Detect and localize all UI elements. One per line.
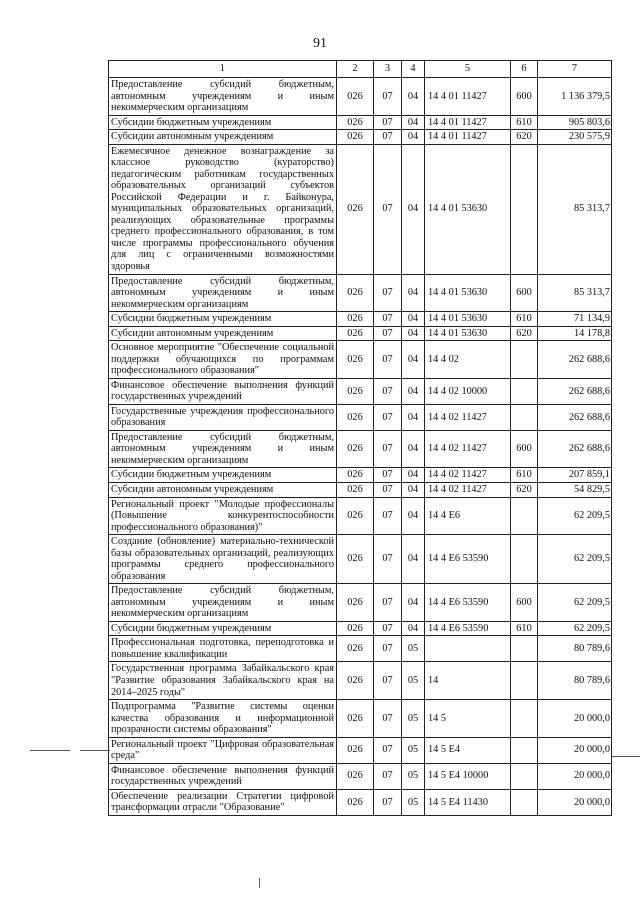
target-article-code-cell: 14 bbox=[425, 662, 511, 700]
section-code-cell: 07 bbox=[374, 430, 402, 468]
target-article-code-cell: 14 4 Е6 53590 bbox=[425, 584, 511, 622]
target-article-code-cell: 14 4 02 bbox=[425, 341, 511, 379]
column-header: 1 bbox=[109, 61, 337, 78]
column-header: 3 bbox=[374, 61, 402, 78]
table-row bbox=[109, 737, 612, 763]
row-name-cell: Создание (обновление) материально-технической базы образовательных организаций, реализующих программы среднего профессионального образования bbox=[109, 535, 337, 584]
amount-cell: 262 688,6 bbox=[538, 404, 612, 430]
subsection-code-cell: 04 bbox=[402, 621, 425, 636]
admin-code-cell: 026 bbox=[337, 130, 374, 145]
column-header: 7 bbox=[538, 61, 612, 78]
admin-code-cell: 026 bbox=[337, 115, 374, 130]
subsection-code-cell: 04 bbox=[402, 483, 425, 498]
amount-cell: 54 829,5 bbox=[538, 483, 612, 498]
section-code-cell: 07 bbox=[374, 78, 402, 116]
amount-cell: 62 209,5 bbox=[538, 621, 612, 636]
row-name-cell: Субсидии автономным учреждениям bbox=[109, 326, 337, 341]
scan-line bbox=[80, 750, 110, 751]
section-code-cell: 07 bbox=[374, 130, 402, 145]
expense-type-code-cell bbox=[511, 341, 538, 379]
scan-line bbox=[30, 750, 70, 751]
section-code-cell: 07 bbox=[374, 115, 402, 130]
amount-cell: 262 688,6 bbox=[538, 430, 612, 468]
expense-type-code-cell bbox=[511, 789, 538, 815]
target-article-code-cell: 14 5 Е4 11430 bbox=[425, 789, 511, 815]
subsection-code-cell: 04 bbox=[402, 341, 425, 379]
row-name-cell: Субсидии бюджетным учреждениям bbox=[109, 468, 337, 483]
section-code-cell: 07 bbox=[374, 341, 402, 379]
row-name-cell: Государственные учреждения профессионального образования bbox=[109, 404, 337, 430]
row-name-cell: Предоставление субсидий бюджетным, автономным учреждениям и иным некоммерческим организациям bbox=[109, 274, 337, 312]
row-name-cell: Субсидии бюджетным учреждениям bbox=[109, 621, 337, 636]
admin-code-cell: 026 bbox=[337, 789, 374, 815]
target-article-code-cell: 14 4 01 53630 bbox=[425, 312, 511, 327]
section-code-cell: 07 bbox=[374, 584, 402, 622]
row-name-cell: Субсидии бюджетным учреждениям bbox=[109, 312, 337, 327]
amount-cell: 20 000,0 bbox=[538, 789, 612, 815]
section-code-cell: 07 bbox=[374, 737, 402, 763]
budget-table bbox=[108, 60, 612, 816]
admin-code-cell: 026 bbox=[337, 535, 374, 584]
expense-type-code-cell: 610 bbox=[511, 468, 538, 483]
subsection-code-cell: 04 bbox=[402, 326, 425, 341]
target-article-code-cell: 14 4 02 11427 bbox=[425, 468, 511, 483]
row-name-cell: Субсидии автономным учреждениям bbox=[109, 483, 337, 498]
section-code-cell: 07 bbox=[374, 326, 402, 341]
admin-code-cell: 026 bbox=[337, 430, 374, 468]
target-article-code-cell: 14 4 01 53630 bbox=[425, 144, 511, 274]
expense-type-code-cell bbox=[511, 378, 538, 404]
subsection-code-cell: 04 bbox=[402, 378, 425, 404]
row-name-cell: Региональный проект "Цифровая образовательная среда" bbox=[109, 737, 337, 763]
subsection-code-cell: 05 bbox=[402, 700, 425, 738]
admin-code-cell: 026 bbox=[337, 274, 374, 312]
admin-code-cell: 026 bbox=[337, 312, 374, 327]
scan-line bbox=[612, 756, 640, 757]
subsection-code-cell: 05 bbox=[402, 789, 425, 815]
target-article-code-cell: 14 4 Е6 53590 bbox=[425, 621, 511, 636]
expense-type-code-cell bbox=[511, 535, 538, 584]
row-name-cell: Предоставление субсидий бюджетным, автономным учреждениям и иным некоммерческим организациям bbox=[109, 78, 337, 116]
table-row bbox=[109, 621, 612, 636]
section-code-cell: 07 bbox=[374, 468, 402, 483]
expense-type-code-cell: 600 bbox=[511, 274, 538, 312]
table-row bbox=[109, 483, 612, 498]
target-article-code-cell: 14 4 02 11427 bbox=[425, 483, 511, 498]
admin-code-cell: 026 bbox=[337, 144, 374, 274]
target-article-code-cell: 14 4 01 53630 bbox=[425, 274, 511, 312]
expense-type-code-cell: 600 bbox=[511, 584, 538, 622]
admin-code-cell: 026 bbox=[337, 378, 374, 404]
subsection-code-cell: 04 bbox=[402, 312, 425, 327]
subsection-code-cell: 05 bbox=[402, 636, 425, 662]
expense-type-code-cell: 620 bbox=[511, 483, 538, 498]
target-article-code-cell: 14 4 01 53630 bbox=[425, 326, 511, 341]
admin-code-cell: 026 bbox=[337, 636, 374, 662]
section-code-cell: 07 bbox=[374, 535, 402, 584]
target-article-code-cell: 14 4 02 10000 bbox=[425, 378, 511, 404]
section-code-cell: 07 bbox=[374, 274, 402, 312]
subsection-code-cell: 04 bbox=[402, 468, 425, 483]
section-code-cell: 07 bbox=[374, 404, 402, 430]
admin-code-cell: 026 bbox=[337, 621, 374, 636]
admin-code-cell: 026 bbox=[337, 700, 374, 738]
target-article-code-cell bbox=[425, 636, 511, 662]
section-code-cell: 07 bbox=[374, 144, 402, 274]
subsection-code-cell: 05 bbox=[402, 662, 425, 700]
section-code-cell: 07 bbox=[374, 636, 402, 662]
row-name-cell: Предоставление субсидий бюджетным, автономным учреждениям и иным некоммерческим организациям bbox=[109, 430, 337, 468]
table-row bbox=[109, 274, 612, 312]
subsection-code-cell: 04 bbox=[402, 274, 425, 312]
table-row bbox=[109, 430, 612, 468]
table-row bbox=[109, 404, 612, 430]
scan-mark bbox=[259, 878, 260, 888]
row-name-cell: Государственная программа Забайкальского края "Развитие образования Забайкальского края на 2014–2025 годы" bbox=[109, 662, 337, 700]
amount-cell: 20 000,0 bbox=[538, 700, 612, 738]
subsection-code-cell: 04 bbox=[402, 430, 425, 468]
amount-cell: 71 134,9 bbox=[538, 312, 612, 327]
expense-type-code-cell bbox=[511, 144, 538, 274]
row-name-cell: Основное мероприятие "Обеспечение социальной поддержки обучающихся по программам профессионального образования" bbox=[109, 341, 337, 379]
admin-code-cell: 026 bbox=[337, 584, 374, 622]
row-name-cell: Обеспечение реализации Стратегии цифровой трансформации отрасли "Образование" bbox=[109, 789, 337, 815]
expense-type-code-cell: 600 bbox=[511, 78, 538, 116]
table-row bbox=[109, 789, 612, 815]
subsection-code-cell: 04 bbox=[402, 404, 425, 430]
expense-type-code-cell bbox=[511, 662, 538, 700]
expense-type-code-cell: 620 bbox=[511, 130, 538, 145]
table-row bbox=[109, 115, 612, 130]
table-row bbox=[109, 78, 612, 116]
row-name-cell: Финансовое обеспечение выполнения функций государственных учреждений bbox=[109, 763, 337, 789]
target-article-code-cell: 14 5 bbox=[425, 700, 511, 738]
row-name-cell: Субсидии автономным учреждениям bbox=[109, 130, 337, 145]
expense-type-code-cell: 620 bbox=[511, 326, 538, 341]
amount-cell: 62 209,5 bbox=[538, 535, 612, 584]
column-header: 5 bbox=[425, 61, 511, 78]
expense-type-code-cell bbox=[511, 700, 538, 738]
section-code-cell: 07 bbox=[374, 662, 402, 700]
section-code-cell: 07 bbox=[374, 789, 402, 815]
row-name-cell: Предоставление субсидий бюджетным, автономным учреждениям и иным некоммерческим организациям bbox=[109, 584, 337, 622]
subsection-code-cell: 04 bbox=[402, 130, 425, 145]
table-row bbox=[109, 468, 612, 483]
target-article-code-cell: 14 4 02 11427 bbox=[425, 404, 511, 430]
admin-code-cell: 026 bbox=[337, 468, 374, 483]
section-code-cell: 07 bbox=[374, 483, 402, 498]
section-code-cell: 07 bbox=[374, 621, 402, 636]
target-article-code-cell: 14 4 01 11427 bbox=[425, 115, 511, 130]
admin-code-cell: 026 bbox=[337, 763, 374, 789]
target-article-code-cell: 14 4 Е6 53590 bbox=[425, 535, 511, 584]
expense-type-code-cell bbox=[511, 763, 538, 789]
table-row bbox=[109, 312, 612, 327]
column-header: 6 bbox=[511, 61, 538, 78]
admin-code-cell: 026 bbox=[337, 483, 374, 498]
table-row bbox=[109, 535, 612, 584]
amount-cell: 62 209,5 bbox=[538, 497, 612, 535]
row-name-cell: Ежемесячное денежное вознаграждение за классное руководство (кураторство) педагогическим работникам государственных образовательных организаций субъектов Российской Федерации и г. Байконура, муниципальных образовательных организаций, реализующих образовательные программы среднего профессионального образования, в том числе программы профессионального обучения для лиц с ограниченными возможностями здоровья bbox=[109, 144, 337, 274]
subsection-code-cell: 04 bbox=[402, 584, 425, 622]
expense-type-code-cell bbox=[511, 737, 538, 763]
amount-cell: 80 789,6 bbox=[538, 662, 612, 700]
amount-cell: 230 575,9 bbox=[538, 130, 612, 145]
table-row bbox=[109, 497, 612, 535]
amount-cell: 207 859,1 bbox=[538, 468, 612, 483]
column-header: 4 bbox=[402, 61, 425, 78]
target-article-code-cell: 14 5 Е4 10000 bbox=[425, 763, 511, 789]
target-article-code-cell: 14 5 Е4 bbox=[425, 737, 511, 763]
amount-cell: 262 688,6 bbox=[538, 378, 612, 404]
row-name-cell: Субсидии бюджетным учреждениям bbox=[109, 115, 337, 130]
table-row bbox=[109, 341, 612, 379]
section-code-cell: 07 bbox=[374, 312, 402, 327]
amount-cell: 62 209,5 bbox=[538, 584, 612, 622]
table-row bbox=[109, 130, 612, 145]
target-article-code-cell: 14 4 01 11427 bbox=[425, 130, 511, 145]
amount-cell: 1 136 379,5 bbox=[538, 78, 612, 116]
expense-type-code-cell: 610 bbox=[511, 115, 538, 130]
amount-cell: 905 803,6 bbox=[538, 115, 612, 130]
expense-type-code-cell bbox=[511, 497, 538, 535]
expense-type-code-cell bbox=[511, 636, 538, 662]
target-article-code-cell: 14 4 Е6 bbox=[425, 497, 511, 535]
subsection-code-cell: 04 bbox=[402, 144, 425, 274]
table-row bbox=[109, 636, 612, 662]
subsection-code-cell: 05 bbox=[402, 737, 425, 763]
admin-code-cell: 026 bbox=[337, 662, 374, 700]
amount-cell: 85 313,7 bbox=[538, 144, 612, 274]
table-row bbox=[109, 700, 612, 738]
amount-cell: 20 000,0 bbox=[538, 763, 612, 789]
admin-code-cell: 026 bbox=[337, 497, 374, 535]
table-row bbox=[109, 144, 612, 274]
section-code-cell: 07 bbox=[374, 763, 402, 789]
section-code-cell: 07 bbox=[374, 700, 402, 738]
table-row bbox=[109, 763, 612, 789]
target-article-code-cell: 14 4 02 11427 bbox=[425, 430, 511, 468]
subsection-code-cell: 04 bbox=[402, 115, 425, 130]
expense-type-code-cell: 610 bbox=[511, 621, 538, 636]
row-name-cell: Подпрограмма "Развитие системы оценки качества образования и информационной прозрачности системы образования" bbox=[109, 700, 337, 738]
amount-cell: 262 688,6 bbox=[538, 341, 612, 379]
admin-code-cell: 026 bbox=[337, 404, 374, 430]
subsection-code-cell: 04 bbox=[402, 535, 425, 584]
target-article-code-cell: 14 4 01 11427 bbox=[425, 78, 511, 116]
table-row bbox=[109, 584, 612, 622]
admin-code-cell: 026 bbox=[337, 341, 374, 379]
expense-type-code-cell: 600 bbox=[511, 430, 538, 468]
admin-code-cell: 026 bbox=[337, 326, 374, 341]
amount-cell: 85 313,7 bbox=[538, 274, 612, 312]
column-header: 2 bbox=[337, 61, 374, 78]
section-code-cell: 07 bbox=[374, 378, 402, 404]
row-name-cell: Профессиональная подготовка, переподготовка и повышение квалификации bbox=[109, 636, 337, 662]
table-header-row bbox=[109, 61, 612, 78]
admin-code-cell: 026 bbox=[337, 737, 374, 763]
page-number: 91 bbox=[313, 36, 327, 51]
subsection-code-cell: 05 bbox=[402, 763, 425, 789]
table-row bbox=[109, 378, 612, 404]
row-name-cell: Финансовое обеспечение выполнения функций государственных учреждений bbox=[109, 378, 337, 404]
amount-cell: 80 789,6 bbox=[538, 636, 612, 662]
amount-cell: 20 000,0 bbox=[538, 737, 612, 763]
expense-type-code-cell: 610 bbox=[511, 312, 538, 327]
subsection-code-cell: 04 bbox=[402, 497, 425, 535]
amount-cell: 14 178,8 bbox=[538, 326, 612, 341]
table-row bbox=[109, 662, 612, 700]
subsection-code-cell: 04 bbox=[402, 78, 425, 116]
admin-code-cell: 026 bbox=[337, 78, 374, 116]
table-row bbox=[109, 326, 612, 341]
expense-type-code-cell bbox=[511, 404, 538, 430]
row-name-cell: Региональный проект "Молодые профессионалы (Повышение конкурентоспособности профессионального образования)" bbox=[109, 497, 337, 535]
section-code-cell: 07 bbox=[374, 497, 402, 535]
